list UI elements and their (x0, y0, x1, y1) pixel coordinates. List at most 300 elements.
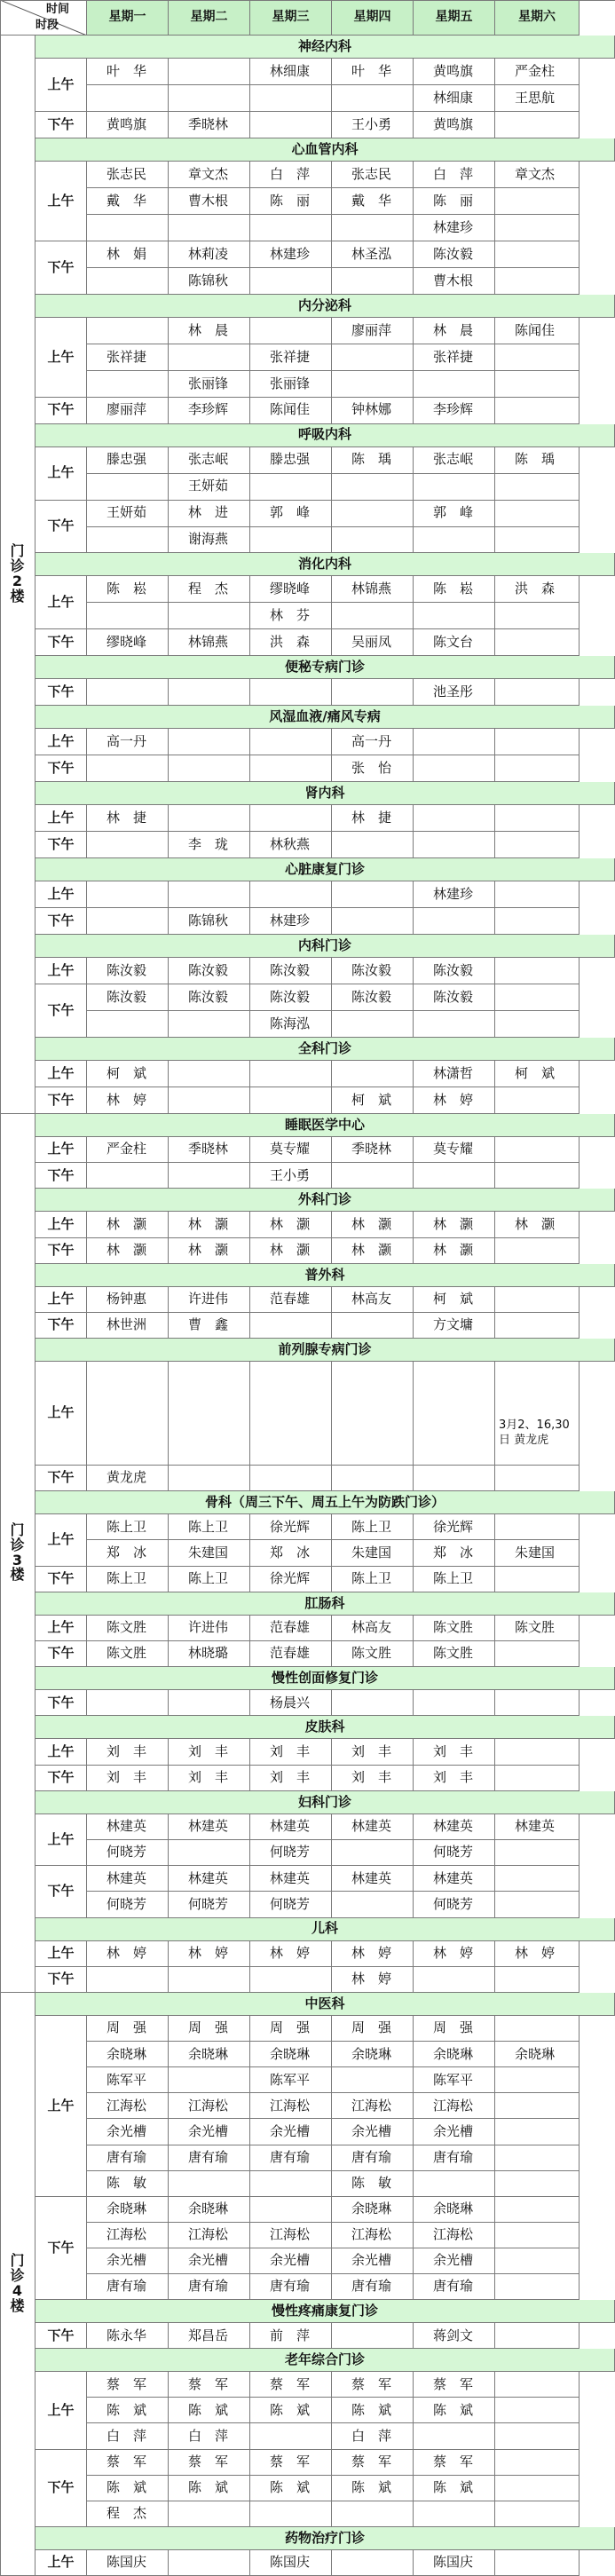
doctor-cell: 林 捷 (332, 805, 414, 832)
empty-cell (169, 1061, 250, 1087)
doctor-cell: 陈 崧 (414, 576, 495, 603)
doctor-cell: 陈国庆 (414, 2550, 495, 2576)
empty-cell (87, 1163, 169, 1189)
empty-cell (495, 215, 580, 241)
period-label: 上午 (35, 729, 87, 755)
doctor-cell: 何晓芳 (414, 1840, 495, 1866)
empty-cell (414, 371, 495, 398)
empty-cell (495, 1840, 580, 1866)
section-title: 呼吸内科 (35, 424, 615, 447)
empty-cell (414, 2423, 495, 2449)
period-label: 上午 (35, 1739, 87, 1765)
doctor-cell: 章文杰 (495, 162, 580, 188)
doctor-cell: 蔡 军 (169, 2372, 250, 2398)
empty-cell (414, 1967, 495, 1993)
doctor-cell: 刘 丰 (250, 1766, 332, 1791)
doctor-cell: 林 婷 (414, 1087, 495, 1114)
doctor-cell: 李 珑 (169, 832, 250, 858)
doctor-cell: 何晓芳 (250, 1840, 332, 1866)
doctor-cell: 莫专耀 (250, 1137, 332, 1163)
empty-cell (87, 679, 169, 706)
empty-cell (414, 1690, 495, 1716)
doctor-cell: 陈上卫 (332, 1514, 414, 1540)
period-label: 下午 (35, 501, 87, 554)
doctor-cell: 季晓林 (169, 1137, 250, 1163)
day-header: 星期五 (414, 0, 495, 36)
doctor-cell: 林锦燕 (332, 576, 414, 603)
period-label: 上午 (35, 576, 87, 629)
period-label: 上午 (35, 2550, 87, 2576)
doctor-cell: 余光槽 (414, 2248, 495, 2274)
empty-cell (495, 2423, 580, 2449)
doctor-cell: 范春雄 (250, 1641, 332, 1667)
doctor-cell: 林 灏 (332, 1238, 414, 1264)
doctor-cell: 张志民 (332, 162, 414, 188)
empty-cell (250, 527, 332, 554)
doctor-cell: 林 灏 (169, 1238, 250, 1264)
doctor-cell: 朱建国 (169, 1540, 250, 1566)
doctor-cell: 陈 斌 (169, 2476, 250, 2501)
doctor-cell: 陈 瑀 (332, 447, 414, 474)
period-label: 上午 (35, 59, 87, 112)
doctor-cell: 白 萍 (414, 162, 495, 188)
doctor-cell: 蔡 军 (250, 2450, 332, 2476)
empty-cell (495, 371, 580, 398)
empty-cell (250, 2423, 332, 2449)
empty-cell (87, 85, 169, 112)
empty-cell (250, 2501, 332, 2527)
empty-cell (495, 241, 580, 268)
section-title: 中医科 (35, 1993, 615, 2016)
empty-cell (495, 881, 580, 908)
empty-cell (414, 729, 495, 755)
section-title: 内分泌科 (35, 295, 615, 318)
empty-cell (332, 603, 414, 629)
doctor-cell: 陈上卫 (87, 1514, 169, 1540)
empty-cell (414, 2171, 495, 2197)
doctor-cell: 白 萍 (169, 2423, 250, 2449)
doctor-cell: 林高友 (332, 1287, 414, 1313)
doctor-cell: 林 晨 (169, 318, 250, 344)
empty-cell (495, 2550, 580, 2576)
day-header: 星期二 (169, 0, 250, 36)
doctor-cell: 余光槽 (87, 2119, 169, 2145)
doctor-cell: 陈文胜 (495, 1616, 580, 1641)
empty-cell (414, 1466, 495, 1491)
empty-cell (87, 1362, 169, 1466)
doctor-cell: 林 婷 (169, 1941, 250, 1967)
doctor-cell: 林建珍 (250, 908, 332, 935)
empty-cell (87, 1011, 169, 1038)
doctor-cell: 廖丽萍 (87, 398, 169, 424)
doctor-cell: 陈锦秋 (169, 908, 250, 935)
time-period-corner (0, 0, 87, 36)
doctor-cell: 杨钟惠 (87, 1287, 169, 1313)
day-header: 星期三 (250, 0, 332, 36)
section-title: 心脏康复门诊 (35, 858, 615, 881)
doctor-cell: 张祥捷 (414, 344, 495, 371)
empty-cell (414, 603, 495, 629)
doctor-cell: 张志民 (87, 162, 169, 188)
empty-cell (332, 268, 414, 295)
doctor-cell: 陈 瑀 (495, 447, 580, 474)
empty-cell (169, 215, 250, 241)
empty-cell (495, 2323, 580, 2349)
empty-cell (495, 2248, 580, 2274)
section-title: 心血管内科 (35, 138, 615, 162)
doctor-cell: 程 杰 (169, 576, 250, 603)
doctor-cell: 林 进 (169, 501, 250, 527)
period-label: 上午 (35, 1616, 87, 1641)
empty-cell (332, 2067, 414, 2093)
empty-cell (332, 85, 414, 112)
period-label: 下午 (35, 1766, 87, 1791)
doctor-cell: 柯 斌 (414, 1287, 495, 1313)
doctor-cell: 朱建国 (495, 1540, 580, 1566)
doctor-cell: 周 强 (414, 2016, 495, 2042)
doctor-cell: 陈文台 (414, 629, 495, 656)
doctor-cell: 白 萍 (250, 162, 332, 188)
doctor-cell: 杨晨兴 (250, 1690, 332, 1716)
doctor-cell: 江海松 (414, 2223, 495, 2248)
doctor-cell: 严金柱 (495, 59, 580, 85)
empty-cell (169, 1967, 250, 1993)
doctor-cell: 郑昌岳 (169, 2323, 250, 2349)
doctor-cell: 陈 斌 (169, 2398, 250, 2423)
doctor-cell: 刘 丰 (87, 1766, 169, 1791)
doctor-cell: 陈 斌 (87, 2476, 169, 2501)
empty-cell (495, 2223, 580, 2248)
empty-cell (495, 1466, 580, 1491)
empty-cell (169, 755, 250, 782)
period-label: 下午 (35, 832, 87, 858)
doctor-cell: 蔡 军 (87, 2450, 169, 2476)
period-label: 下午 (35, 112, 87, 138)
doctor-cell: 余晓琳 (414, 2197, 495, 2223)
doctor-cell: 王妍茹 (87, 501, 169, 527)
doctor-cell: 叶 华 (332, 59, 414, 85)
doctor-cell: 余晓琳 (414, 2042, 495, 2067)
doctor-cell: 陈文胜 (87, 1616, 169, 1641)
doctor-cell: 林 婷 (87, 1941, 169, 1967)
period-label: 上午 (35, 1362, 87, 1466)
empty-cell (495, 679, 580, 706)
doctor-cell: 季晓林 (169, 112, 250, 138)
doctor-cell: 李珍辉 (414, 398, 495, 424)
doctor-cell: 何晓芳 (87, 1892, 169, 1917)
section-title: 普外科 (35, 1264, 615, 1287)
empty-cell (169, 881, 250, 908)
empty-cell (495, 2476, 580, 2501)
doctor-cell: 陈汝毅 (414, 984, 495, 1011)
doctor-cell: 林 婷 (250, 1941, 332, 1967)
doctor-cell: 张祥捷 (87, 344, 169, 371)
day-header: 星期四 (332, 0, 414, 36)
empty-cell (87, 603, 169, 629)
doctor-cell: 周 强 (250, 2016, 332, 2042)
doctor-cell: 林 婷 (332, 1967, 414, 1993)
empty-cell (87, 215, 169, 241)
period-label: 时段 (35, 19, 59, 32)
doctor-cell: 蒋剑文 (414, 2323, 495, 2349)
empty-cell (495, 1690, 580, 1716)
doctor-cell: 陈汝毅 (332, 958, 414, 984)
doctor-cell: 林 晨 (414, 318, 495, 344)
empty-cell (87, 1690, 169, 1716)
empty-cell (250, 1061, 332, 1087)
doctor-cell: 江海松 (169, 2093, 250, 2119)
doctor-cell: 郑 冰 (414, 1540, 495, 1566)
doctor-cell: 陈文胜 (87, 1641, 169, 1667)
doctor-cell: 林 娟 (87, 241, 169, 268)
empty-cell (169, 85, 250, 112)
section-title: 肛肠科 (35, 1592, 615, 1616)
section-title: 肾内科 (35, 782, 615, 805)
empty-cell (250, 679, 332, 706)
doctor-cell: 陈军平 (87, 2067, 169, 2093)
doctor-cell: 林细康 (250, 59, 332, 85)
empty-cell (495, 908, 580, 935)
empty-cell (495, 603, 580, 629)
empty-cell (332, 1163, 414, 1189)
doctor-cell: 林建英 (87, 1866, 169, 1892)
doctor-cell: 陈 崧 (87, 576, 169, 603)
doctor-cell: 王思航 (495, 85, 580, 112)
section-title: 儿科 (35, 1918, 615, 1941)
empty-cell (495, 1287, 580, 1313)
doctor-cell: 刘 丰 (414, 1739, 495, 1765)
doctor-cell: 许进伟 (169, 1616, 250, 1641)
period-label: 下午 (35, 1238, 87, 1264)
doctor-cell: 江海松 (414, 2093, 495, 2119)
doctor-cell: 林 灏 (414, 1238, 495, 1264)
floor-label: 门诊2楼 (0, 36, 35, 1114)
empty-cell (495, 2501, 580, 2527)
doctor-cell: 陈文胜 (414, 1641, 495, 1667)
doctor-cell: 余晓琳 (87, 2042, 169, 2067)
empty-cell (169, 1690, 250, 1716)
period-label: 下午 (35, 1163, 87, 1189)
empty-cell (414, 527, 495, 554)
doctor-cell: 陈汝毅 (169, 958, 250, 984)
empty-cell (414, 474, 495, 501)
empty-cell (495, 1739, 580, 1765)
doctor-cell: 周 强 (332, 2016, 414, 2042)
empty-cell (495, 501, 580, 527)
day-header: 星期六 (495, 0, 580, 36)
doctor-cell: 唐有瑜 (414, 2145, 495, 2171)
doctor-cell: 范春雄 (250, 1616, 332, 1641)
doctor-cell: 柯 斌 (87, 1061, 169, 1087)
doctor-cell: 陈上卫 (332, 1567, 414, 1592)
doctor-cell: 李珍辉 (169, 398, 250, 424)
doctor-cell: 林圣泓 (332, 241, 414, 268)
doctor-cell: 陈 斌 (332, 2476, 414, 2501)
empty-cell (495, 2372, 580, 2398)
doctor-cell: 林建珍 (414, 881, 495, 908)
doctor-cell: 林建英 (332, 1814, 414, 1840)
doctor-cell: 黄鸣旗 (414, 112, 495, 138)
doctor-cell: 柯 斌 (495, 1061, 580, 1087)
doctor-cell: 曹 鑫 (169, 1313, 250, 1339)
period-label: 下午 (35, 2450, 87, 2527)
doctor-cell: 陈锦秋 (169, 268, 250, 295)
empty-cell (495, 398, 580, 424)
empty-cell (495, 2119, 580, 2145)
period-label: 下午 (35, 2197, 87, 2300)
period-label: 下午 (35, 2323, 87, 2349)
empty-cell (87, 908, 169, 935)
doctor-cell: 章文杰 (169, 162, 250, 188)
doctor-cell: 陈上卫 (414, 1567, 495, 1592)
floor-label: 门诊3楼 (0, 1114, 35, 1993)
period-label: 下午 (35, 398, 87, 424)
doctor-cell: 陈汝毅 (332, 984, 414, 1011)
doctor-cell: 陈汝毅 (87, 984, 169, 1011)
doctor-cell: 林建英 (495, 1814, 580, 1840)
empty-cell (332, 215, 414, 241)
doctor-cell: 唐有瑜 (414, 2274, 495, 2300)
empty-cell (250, 1362, 332, 1466)
doctor-cell: 林建英 (169, 1866, 250, 1892)
doctor-cell: 陈闻佳 (495, 318, 580, 344)
period-label: 上午 (35, 1287, 87, 1313)
doctor-cell: 林秋燕 (250, 832, 332, 858)
empty-cell (87, 832, 169, 858)
period-label: 上午 (35, 162, 87, 241)
doctor-cell: 余晓琳 (169, 2042, 250, 2067)
empty-cell (495, 958, 580, 984)
doctor-cell: 蔡 军 (169, 2450, 250, 2476)
doctor-cell: 刘 丰 (332, 1739, 414, 1765)
doctor-cell: 徐光辉 (250, 1514, 332, 1540)
doctor-cell: 唐有瑜 (332, 2274, 414, 2300)
doctor-cell: 王妍茹 (169, 474, 250, 501)
section-title: 外科门诊 (35, 1189, 615, 1212)
doctor-cell: 陈汝毅 (250, 984, 332, 1011)
empty-cell (87, 371, 169, 398)
period-label: 上午 (35, 881, 87, 908)
empty-cell (332, 2501, 414, 2527)
doctor-cell: 缪晓峰 (87, 629, 169, 656)
empty-cell (332, 1061, 414, 1087)
empty-cell (495, 188, 580, 215)
empty-cell (332, 832, 414, 858)
period-label: 上午 (35, 318, 87, 398)
empty-cell (495, 984, 580, 1011)
doctor-cell: 余光槽 (250, 2119, 332, 2145)
empty-cell (169, 2501, 250, 2527)
empty-cell (250, 2197, 332, 2223)
period-label: 下午 (35, 1313, 87, 1339)
doctor-cell: 范春雄 (250, 1287, 332, 1313)
empty-cell (495, 832, 580, 858)
doctor-cell: 林建英 (169, 1814, 250, 1840)
empty-cell (332, 1362, 414, 1466)
empty-cell (250, 755, 332, 782)
empty-cell (250, 1087, 332, 1114)
empty-cell (414, 755, 495, 782)
doctor-cell: 郭 峰 (250, 501, 332, 527)
period-label: 上午 (35, 1212, 87, 1237)
period-label: 下午 (35, 1690, 87, 1716)
section-title: 睡眠医学中心 (35, 1114, 615, 1137)
doctor-cell: 王小勇 (332, 112, 414, 138)
period-label: 下午 (35, 1641, 87, 1667)
doctor-cell: 钟林娜 (332, 398, 414, 424)
doctor-cell: 唐有瑜 (332, 2145, 414, 2171)
doctor-cell: 何晓芳 (87, 1840, 169, 1866)
empty-cell (332, 474, 414, 501)
doctor-cell: 江海松 (169, 2223, 250, 2248)
doctor-cell: 江海松 (250, 2223, 332, 2248)
floor-label: 门诊4楼 (0, 1993, 35, 2576)
period-label: 下午 (35, 1466, 87, 1491)
doctor-cell: 3月2、16,30日 黄龙虎 (495, 1362, 580, 1466)
doctor-cell: 唐有瑜 (87, 2274, 169, 2300)
doctor-cell: 林 捷 (87, 805, 169, 832)
empty-cell (250, 2171, 332, 2197)
empty-cell (495, 1238, 580, 1264)
doctor-cell: 林建英 (332, 1866, 414, 1892)
empty-cell (169, 59, 250, 85)
period-label: 下午 (35, 1087, 87, 1114)
doctor-cell: 唐有瑜 (169, 2145, 250, 2171)
empty-cell (87, 755, 169, 782)
doctor-cell: 张丽锋 (250, 371, 332, 398)
doctor-cell: 陈 斌 (332, 2398, 414, 2423)
doctor-cell: 张 怡 (332, 755, 414, 782)
empty-cell (250, 729, 332, 755)
doctor-cell: 徐光辉 (250, 1567, 332, 1592)
doctor-cell: 郑 冰 (87, 1540, 169, 1566)
empty-cell (87, 881, 169, 908)
empty-cell (169, 2067, 250, 2093)
period-label: 下午 (35, 984, 87, 1038)
empty-cell (332, 1313, 414, 1339)
day-header: 星期一 (87, 0, 169, 36)
period-label: 上午 (35, 958, 87, 984)
doctor-cell: 陈 斌 (414, 2398, 495, 2423)
empty-cell (169, 603, 250, 629)
doctor-cell: 白 萍 (332, 2423, 414, 2449)
doctor-cell: 林建英 (414, 1866, 495, 1892)
doctor-cell: 林 婷 (495, 1941, 580, 1967)
doctor-cell: 林细康 (414, 85, 495, 112)
doctor-cell: 唐有瑜 (250, 2145, 332, 2171)
doctor-cell: 陈闻佳 (250, 398, 332, 424)
section-title: 全科门诊 (35, 1038, 615, 1061)
section-title: 前列腺专病门诊 (35, 1339, 615, 1362)
doctor-cell: 江海松 (87, 2093, 169, 2119)
doctor-cell: 高一丹 (87, 729, 169, 755)
empty-cell (495, 2197, 580, 2223)
doctor-cell: 唐有瑜 (250, 2274, 332, 2300)
empty-cell (332, 371, 414, 398)
doctor-cell: 余光槽 (332, 2119, 414, 2145)
empty-cell (495, 474, 580, 501)
doctor-cell: 陈上卫 (169, 1567, 250, 1592)
section-title: 风湿血液/痛风专病 (35, 706, 615, 729)
doctor-cell: 刘 丰 (169, 1766, 250, 1791)
doctor-cell: 林 灏 (169, 1212, 250, 1237)
doctor-cell: 林莉凌 (169, 241, 250, 268)
empty-cell (250, 1466, 332, 1491)
doctor-cell: 林 灏 (87, 1212, 169, 1237)
empty-cell (414, 805, 495, 832)
doctor-cell: 江海松 (332, 2223, 414, 2248)
doctor-cell: 池圣彤 (414, 679, 495, 706)
